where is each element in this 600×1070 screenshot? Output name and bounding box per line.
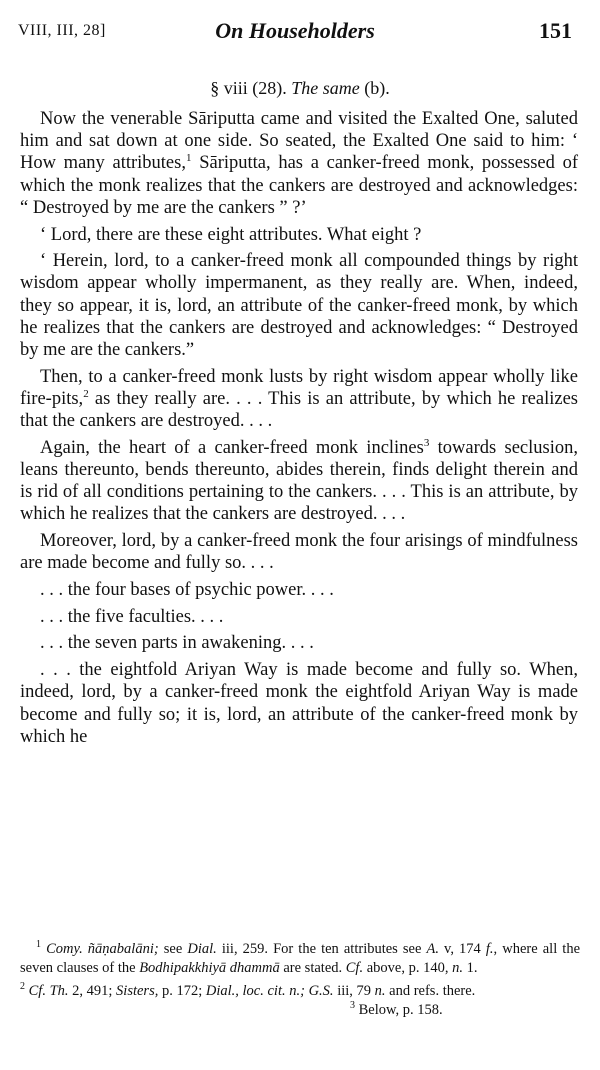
footnote-marker: 3 [350, 1000, 355, 1012]
paragraph: . . . the eightfold Ariyan Way is made become and fully so. When, indeed, lord, by a canker-freed monk the eightfold Ariyan Way is made become and fully so; it is, lord, an attribute of the canker-freed monk by which he [20, 660, 578, 747]
running-title: On Householders [215, 18, 375, 43]
text-run: A. [426, 941, 439, 957]
footnote-3 [350, 1001, 443, 1020]
section-suffix: (b). [359, 78, 390, 98]
footnote-2 [20, 981, 580, 1019]
text-run: are stated. [279, 960, 346, 977]
text-run: n. [452, 960, 463, 977]
text-run: n. [374, 983, 386, 1000]
paragraph [20, 437, 578, 526]
text-run: towards seclusion, leans thereunto, bends thereunto, abides therein, finds delight therein and is rid of all conditions pertaining to the cankers. . . . This is an attribute, by which he realizes that the cankers are destroyed. . . . [20, 437, 578, 525]
footnotes [20, 939, 581, 1019]
footnote-marker: 1 [36, 939, 41, 951]
footnote-ref: 2 [83, 387, 89, 400]
text-run: Cf. [345, 960, 364, 977]
text-run: Now the venerable Sāriputta came and visited the Exalted One, saluted him and sat down at one side. So seated, the Exalted One said to him: ‘ How many attributes, [20, 109, 578, 174]
text-run: as they really are. . . . This is an attribute, by which he realizes that the cankers are destroyed. . . . [20, 388, 578, 432]
text-run: Sisters, [116, 983, 159, 1000]
paragraph: . . . the four bases of psychic power. . . . [40, 580, 334, 601]
text-run: iii, 259. For the ten attributes see [216, 941, 427, 957]
page-number: 151 [539, 18, 572, 43]
text-run: Below, p. 158. [355, 1002, 443, 1019]
text-run: f. [485, 941, 494, 957]
paragraph: . . . the five faculties. . . . [40, 606, 224, 627]
text-run: Sāriputta, has a canker-freed monk, possessed of which the monk realizes that the cankers are destroyed and acknowledges: “ Destroyed by me are the cankers ” ?’ [20, 153, 579, 218]
running-header [18, 18, 572, 48]
text-run: 2, 491; [68, 983, 117, 1000]
text-run: Dial., loc. cit. n.; [205, 983, 305, 1000]
paragraph: ‘ Lord, there are these eight attributes. What eight ? [40, 224, 422, 245]
section-heading [0, 78, 600, 99]
text-run: , where all the seven clauses of the [20, 941, 581, 977]
paragraph: . . . the seven parts in awakening. . . . [40, 633, 314, 654]
text-run: Cf. Th. [28, 983, 69, 1000]
footnote-marker: 2 [20, 981, 25, 993]
footnote-1 [20, 940, 580, 978]
text-run: above, p. 140, [363, 960, 453, 977]
main-text [20, 108, 578, 752]
text-run: v, 174 [438, 941, 486, 957]
chapter-reference: VIII, III, 28] [18, 22, 106, 39]
paragraph: ‘ Herein, lord, to a canker-freed monk all compounded things by right wisdom appear wholly impermanent, as they really are. When, indeed, they so appear, it is, lord, an attribute of the canker-freed monk, by which he realizes that the cankers are destroyed and acknowledges: “ Destroyed by me are the cankers.” [20, 251, 578, 361]
text-run: Then, to a canker-freed monk lusts by right wisdom appear wholly like fire-pits, [20, 366, 578, 409]
paragraph: Moreover, lord, by a canker-freed monk the four arisings of mindfulness are made become and fully so. . . . [20, 531, 578, 574]
text-run: Again, the heart of a canker-freed monk inclines [40, 437, 424, 458]
text-run: 1. [462, 960, 478, 977]
footnote-ref: 3 [423, 436, 430, 449]
footnote-ref: 1 [185, 152, 192, 165]
section-number: § viii (28). [210, 78, 292, 98]
text-run: see [158, 941, 188, 957]
text-run: and refs. there. [385, 983, 476, 1000]
text-run: Bodhipakkhiyā dhammā [139, 960, 280, 977]
text-run: p. 172; [158, 983, 206, 1000]
text-run: iii, 79 [333, 983, 375, 1000]
text-run: G.S. [308, 983, 334, 1000]
paragraph [20, 366, 578, 433]
text-run: Comy. ñāṇabalāni; [46, 941, 159, 957]
paragraph [20, 108, 578, 219]
text-run: Dial. [187, 941, 217, 957]
section-title-text: The same [291, 78, 360, 98]
